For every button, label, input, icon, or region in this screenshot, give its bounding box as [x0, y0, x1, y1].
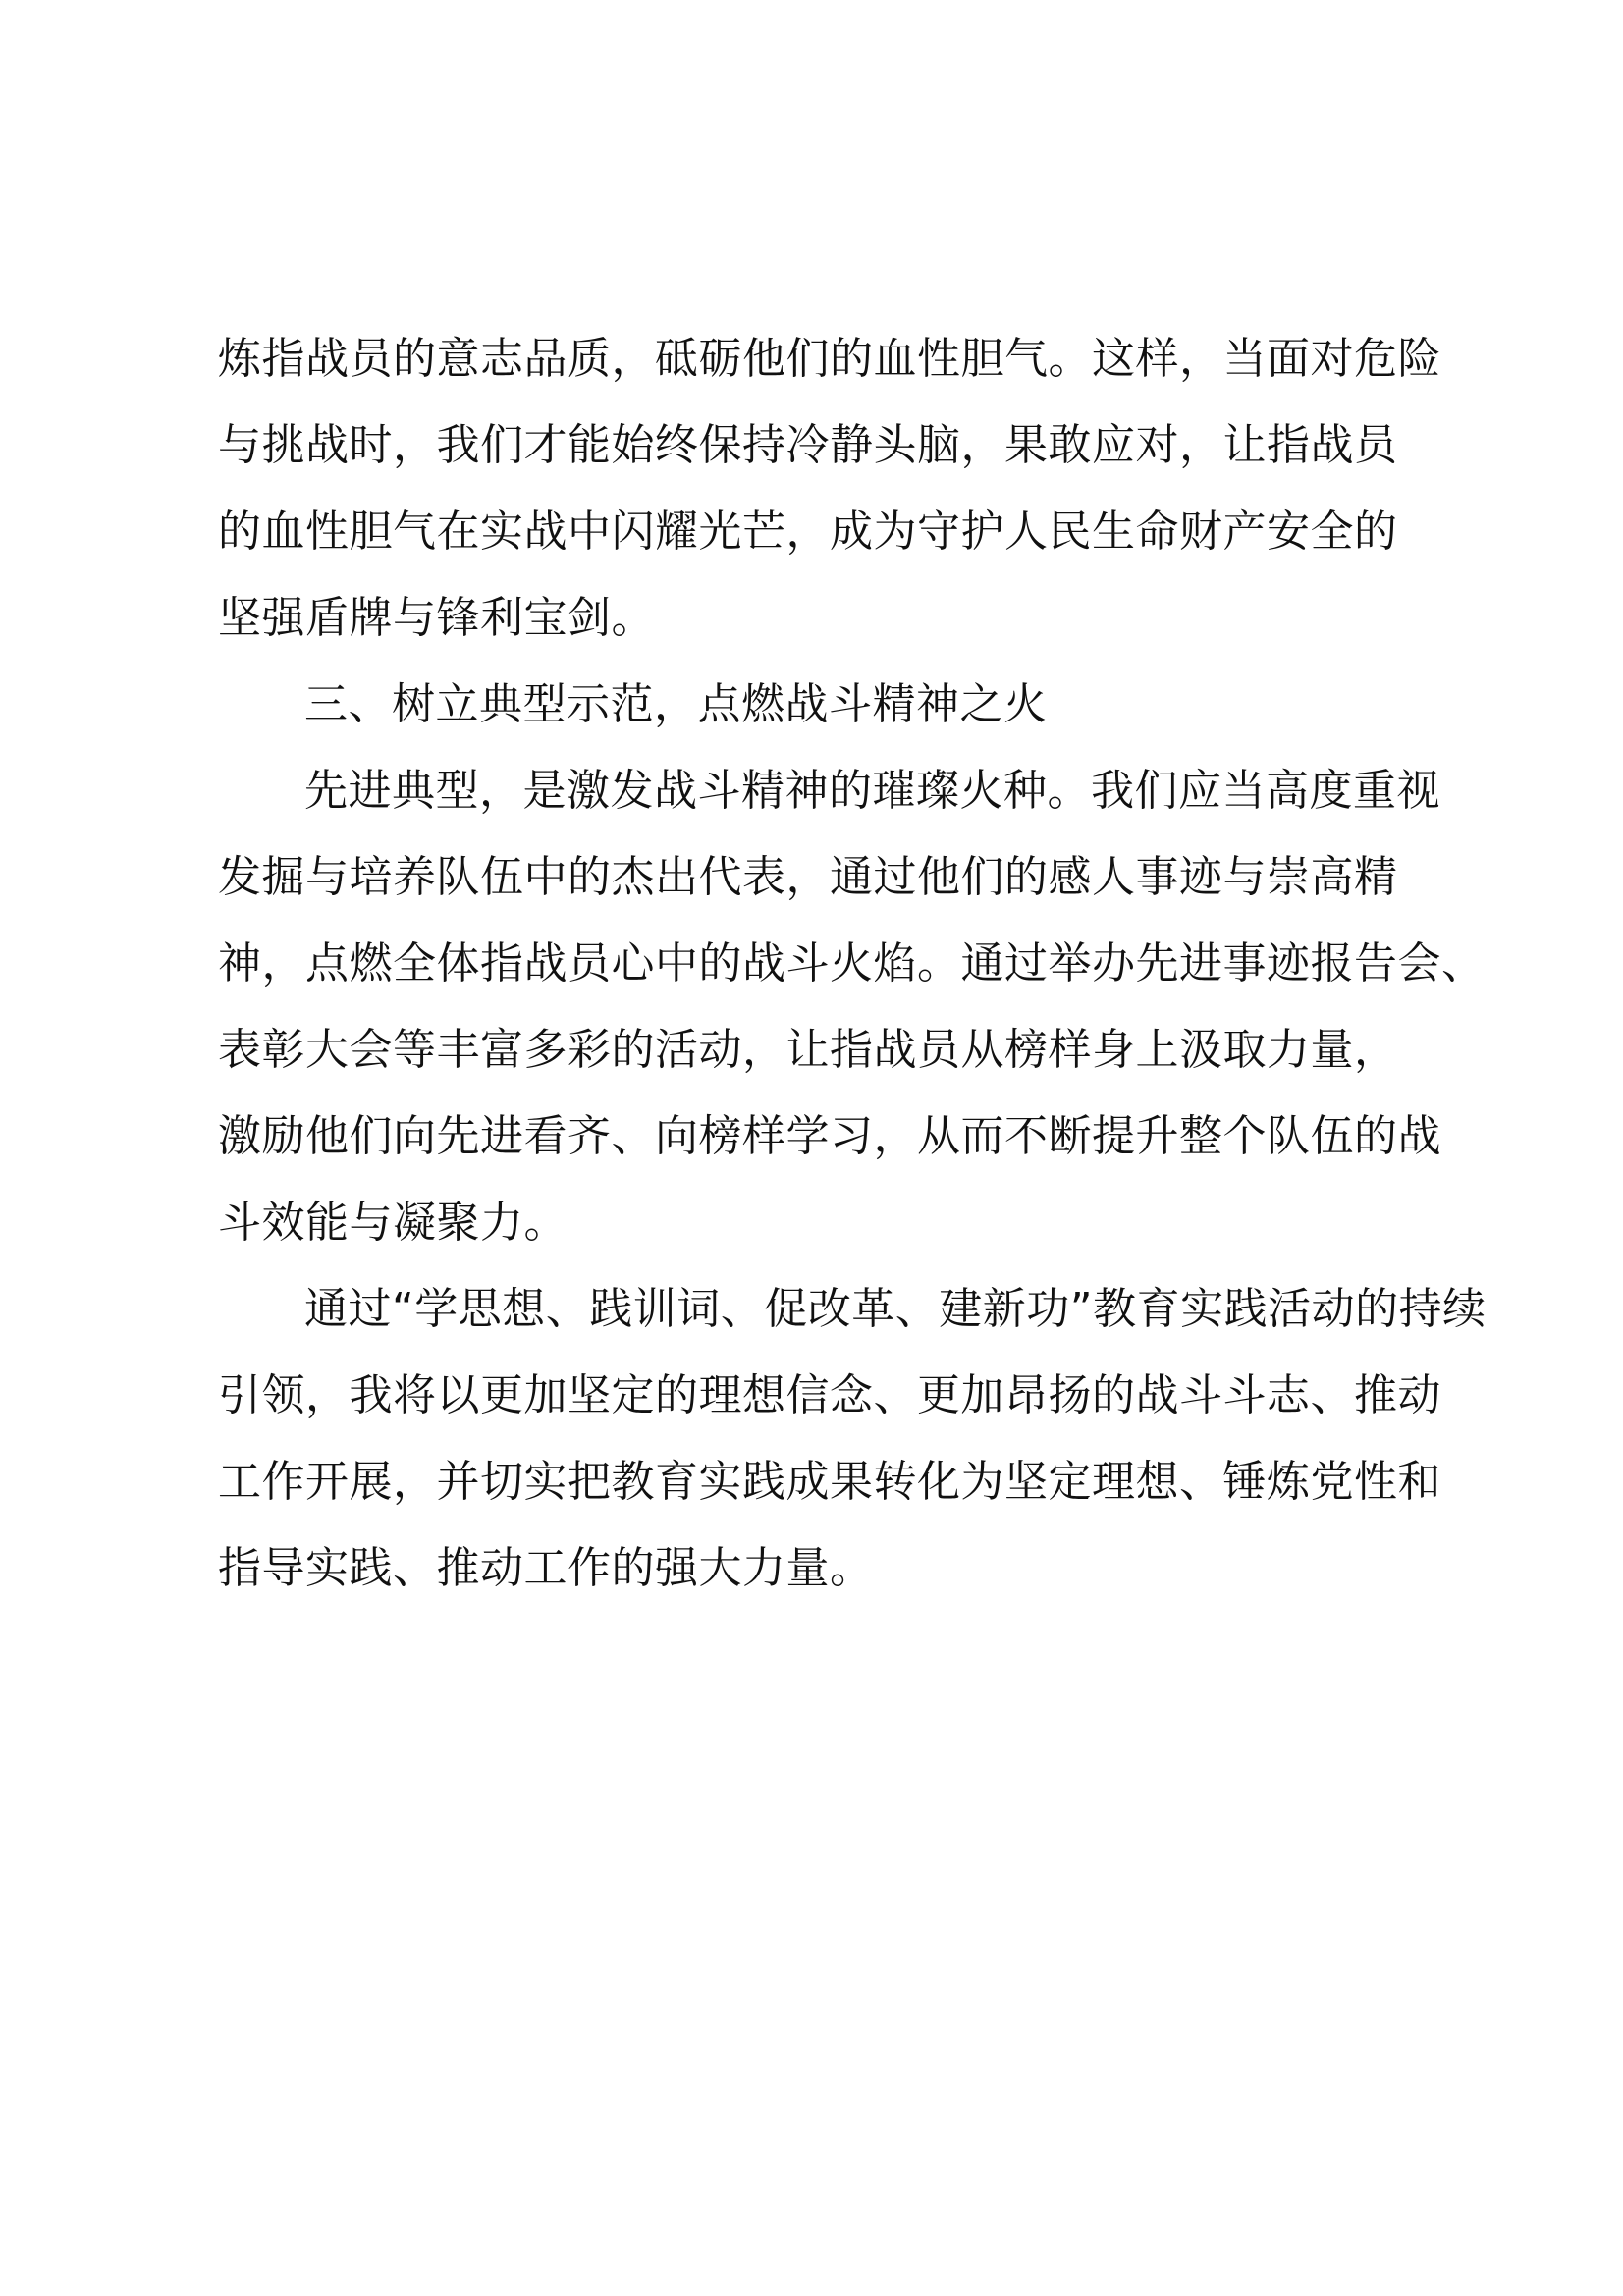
section-heading-3	[218, 662, 1435, 748]
section-heading-text: 三、树立典型示范，点燃战斗精神之火	[304, 679, 1048, 729]
text-line: 先进典型，是激发战斗精神的璀璨火种。我们应当高度重视	[304, 766, 1440, 816]
paragraph-role-models	[218, 748, 1486, 1266]
text-line: 斗效能与凝聚力。	[218, 1198, 568, 1248]
text-line: 指导实践、推动工作的强大力量。	[218, 1543, 874, 1593]
text-line: 工作开展，并切实把教育实践成果转化为坚定理想、锤炼党性和	[218, 1457, 1441, 1507]
text-line: 与挑战时，我们才能始终保持冷静头脑，果敢应对，让指战员	[218, 420, 1398, 470]
paragraph-conclusion	[218, 1266, 1487, 1612]
document-body	[218, 316, 1487, 1612]
paragraph-continuation	[218, 316, 1441, 662]
text-line: 炼指战员的意志品质，砥砺他们的血性胆气。这样，当面对危险	[218, 334, 1441, 384]
text-line: 表彰大会等丰富多彩的活动，让指战员从榜样身上汲取力量，	[218, 1025, 1398, 1075]
text-line: 激励他们向先进看齐、向榜样学习，从而不断提升整个队伍的战	[218, 1111, 1441, 1161]
text-line: 发掘与培养队伍中的杰出代表，通过他们的感人事迹与崇高精	[218, 852, 1398, 902]
text-line: 引领，我将以更加坚定的理想信念、更加昂扬的战斗斗志、推动	[218, 1370, 1441, 1420]
text-line: 通过“学思想、践训词、促改革、建新功”教育实践活动的持续	[304, 1284, 1487, 1334]
text-line: 坚强盾牌与锋利宝剑。	[218, 593, 655, 643]
text-line: 的血性胆气在实战中闪耀光芒，成为守护人民生命财产安全的	[218, 507, 1398, 557]
text-line: 神，点燃全体指战员心中的战斗火焰。通过举办先进事迹报告会、	[218, 938, 1486, 988]
